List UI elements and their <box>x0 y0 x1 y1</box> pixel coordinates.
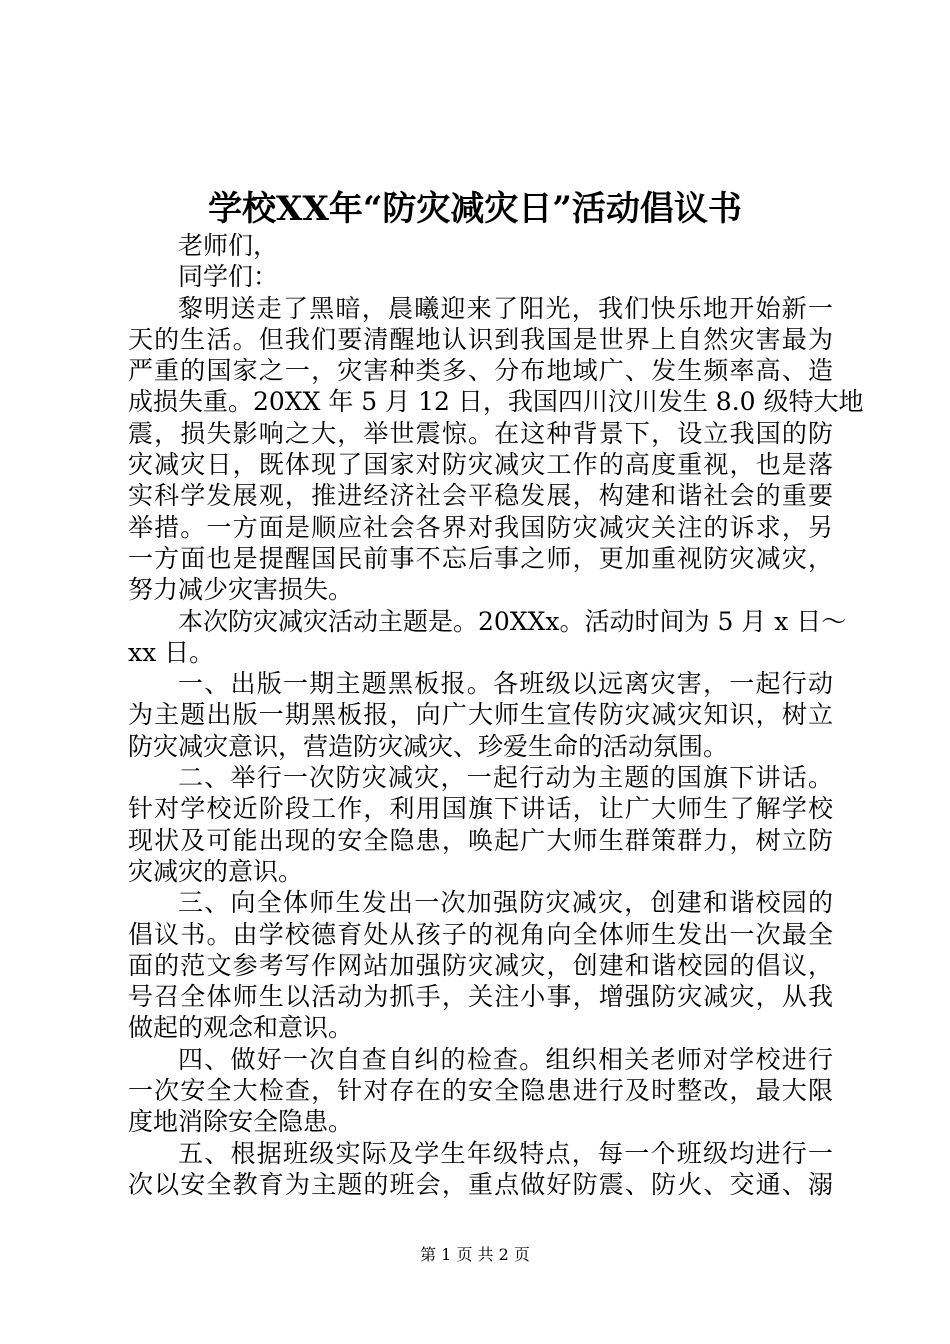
text-line: 老师们， <box>178 231 279 260</box>
text-line: 三、向全体师生发出一次加强防灾减灾，创建和谐校园的 <box>178 888 833 918</box>
text-line: 本次防灾减灾活动主题是。20XXx。活动时间为 5 月 x 日～ <box>178 606 847 636</box>
text-line: 黎明送走了黑暗，晨曦迎来了阳光，我们快乐地开始新一 <box>178 293 833 323</box>
text-line: 一方面也是提醒国民前事不忘后事之师，更加重视防灾减灾， <box>128 543 833 573</box>
text-line: 现状及可能出现的安全隐患，唤起广大师生群策群力，树立防 <box>128 825 833 855</box>
text-line: 为主题出版一期黑板报，向广大师生宣传防灾减灾知识，树立 <box>128 700 833 730</box>
text-line: 次以安全教育为主题的班会，重点做好防震、防火、交通、溺 <box>128 1169 833 1199</box>
text-line: 面的范文参考写作网站加强防灾减灾，创建和谐校园的倡议， <box>128 950 833 980</box>
text-line: 灾减灾的意识。 <box>128 856 304 886</box>
text-line: 二、举行一次防灾减灾，一起行动为主题的国旗下讲话。 <box>178 763 833 793</box>
text-line: 五、根据班级实际及学生年级特点，每一个班级均进行一 <box>178 1138 833 1168</box>
text-line: 震，损失影响之大，举世震惊。在这种背景下，设立我国的防 <box>128 418 833 448</box>
text-line: xx 日。 <box>128 637 215 667</box>
text-line: 成损失重。20XX 年 5 月 12 日，我国四川汶川发生 8.0 级特大地 <box>128 387 864 417</box>
document-title: 学校XX年“防灾减灾日”活动倡议书 <box>208 189 742 229</box>
text-line: 严重的国家之一，灾害种类多、分布地域广、发生频率高、造 <box>128 356 833 386</box>
text-line: 针对学校近阶段工作，利用国旗下讲话，让广大师生了解学校 <box>128 794 833 824</box>
text-line: 一、出版一期主题黑板报。各班级以远离灾害，一起行动 <box>178 669 833 699</box>
text-line: 举措。一方面是顺应社会各界对我国防灾减灾关注的诉求，另 <box>128 512 833 542</box>
text-line: 努力减少灾害损失。 <box>128 575 354 605</box>
text-line: 同学们： <box>178 262 279 292</box>
text-line: 做起的观念和意识。 <box>128 1013 354 1043</box>
text-line: 实科学发展观，推进经济社会平稳发展，构建和谐社会的重要 <box>128 481 833 511</box>
text-line: 号召全体师生以活动为抓手，关注小事，增强防灾减灾，从我 <box>128 982 833 1012</box>
document-body <box>128 230 864 1200</box>
text-line: 天的生活。但我们要清醒地认识到我国是世界上自然灾害最为 <box>128 324 833 354</box>
text-line: 度地消除安全隐患。 <box>128 1107 354 1137</box>
text-line: 倡议书。由学校德育处从孩子的视角向全体师生发出一次最全 <box>128 919 833 949</box>
text-line: 灾减灾日，既体现了国家对防灾减灾工作的高度重视，也是落 <box>128 450 833 480</box>
text-line: 四、做好一次自查自纠的检查。组织相关老师对学校进行 <box>178 1044 833 1074</box>
page-footer: 第 1 页 共 2 页 <box>420 1245 530 1264</box>
text-line: 防灾减灾意识，营造防灾减灾、珍爱生命的活动氛围。 <box>128 731 729 761</box>
text-line: 一次安全大检查，针对存在的安全隐患进行及时整改，最大限 <box>128 1076 833 1106</box>
